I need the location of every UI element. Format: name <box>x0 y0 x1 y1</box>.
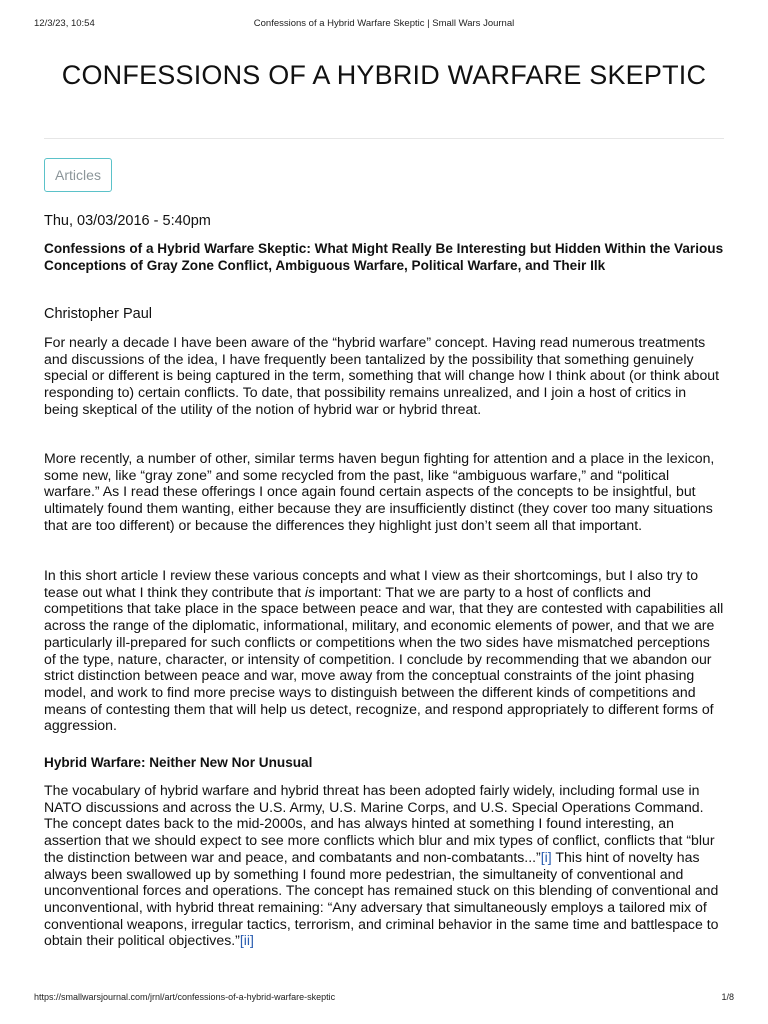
article-author: Christopher Paul <box>44 306 152 322</box>
footnote-link-i[interactable]: [i] <box>540 848 552 865</box>
paragraph-1: For nearly a decade I have been aware of the “hybrid warfare” concept. Having read numerous treatments and discussions of the idea, I have frequently been tantalized by the possibility that something genuinely special or different is being captured in the term, something that will change how I think about (or think about responding to) certain conflicts. To date, that possibility remains unrealized, and I join a host of critics in being skeptical of the utility of the notion of hybrid war or hybrid threat. <box>44 334 720 417</box>
print-datetime: 12/3/23, 10:54 <box>34 18 95 29</box>
section-heading: Hybrid Warfare: Neither New Nor Unusual <box>44 755 313 770</box>
print-footer <box>34 992 734 1006</box>
paragraph-3 <box>44 567 724 734</box>
paragraph-2: More recently, a number of other, similar terms haven begun fighting for attention and a place in the lexicon, some new, like “gray zone” and some recycled from the past, like “ambiguous warfare,” and “political warfare.” As I read these offerings I once again found certain aspects of the concepts to be insightful, but ultimately found them wanting, either because they are insufficiently distinct (they cover too many situations that are too different) or because the differences they highlight just don’t seem all that important. <box>44 450 715 533</box>
print-header <box>34 18 734 32</box>
articles-tag-button[interactable]: Articles <box>44 158 112 192</box>
paragraph-4-text-b: This hint of novelty has always been swallowed up by something I found more pedestrian, the simultaneity of conventional and unconventional forces and operations. The concept has remained stuck on this blending of conventional and unconventional, with hybrid threat remaining: “Any adversary that simultaneously employs a tailored mix of conventional weapons, irregular tactics, terrorism, and criminal behavior in the same time and battlespace to obtain their political objectives.” <box>44 848 719 949</box>
page-number: 1/8 <box>721 992 734 1002</box>
print-url: https://smallwarsjournal.com/jrnl/art/confessions-of-a-hybrid-warfare-skeptic <box>34 992 336 1002</box>
paragraph-3-text-a: In this short article I review these various concepts and what I view as their shortcomings, but I also try to tease out what I think they contribute that <box>44 567 699 600</box>
footnote-link-ii[interactable]: [ii] <box>239 932 254 949</box>
article-title: CONFESSIONS OF A HYBRID WARFARE SKEPTIC <box>61 60 707 90</box>
paragraph-4-text-a: The vocabulary of hybrid warfare and hybrid threat has been adopted fairly widely, including formal use in NATO discussions and across the U.S. Army, U.S. Marine Corps, and U.S. Special Operations Command. The concept dates back to the mid-2000s, and has always hinted at something I found interesting, an assertion that we should expect to see more conflicts which blur and mix types of conflict, conflicts that “blur the distinction between war and peace, and combatants and non-combatants...” <box>44 782 715 865</box>
article-subtitle: Confessions of a Hybrid Warfare Skeptic: What Might Really Be Interesting but Hidden Within the Various Conceptions of Gray Zone Conflict, Ambiguous Warfare, Political Warfare, and Their Ilk <box>44 241 724 273</box>
paragraph-3-emphasis: is <box>304 583 316 600</box>
paragraph-3-text-b: important: That we are party to a host of conflicts and competitions that take place in the space between peace and war, that they are contested with capabilities all across the range of the diplomatic, informational, military, and economic elements of power, and that we are particularly ill-prepared for such conflicts or competitions when the two sides have mismatched perceptions of the type, nature, character, or intensity of competition. I conclude by recommending that we abandon our strict distinction between peace and war, move away from the conceptual constraints of the joint phasing model, and work to find more precise ways to distinguish between the different kinds of competitions and means of contesting them that will help us detect, recognize, and respond appropriately to different forms of aggression. <box>44 583 724 734</box>
article-date: Thu, 03/03/2016 - 5:40pm <box>44 213 211 229</box>
print-page-title: Confessions of a Hybrid Warfare Skeptic | Small Wars Journal <box>253 18 515 29</box>
title-divider <box>44 138 724 139</box>
paragraph-4 <box>44 782 724 949</box>
